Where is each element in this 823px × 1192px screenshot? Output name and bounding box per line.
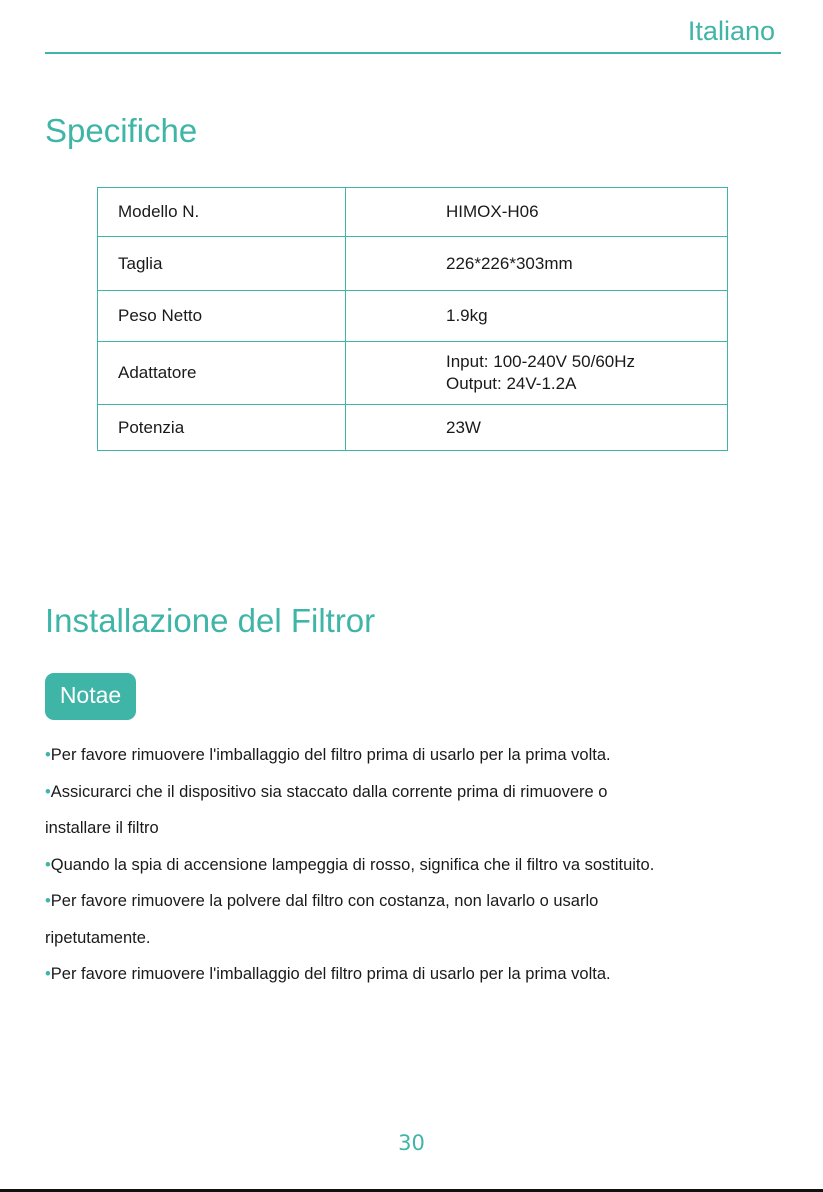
filter-installation-title: Installazione del Filtror: [45, 602, 376, 639]
note-text: Assicurarci che il dispositivo sia staccato dalla corrente prima di rimuovere o: [50, 782, 608, 801]
table-row: [98, 291, 728, 342]
specifications-title: Specifiche: [45, 112, 198, 149]
header-divider: [45, 52, 781, 54]
list-item: [45, 774, 795, 847]
spec-value-model: [346, 188, 728, 237]
bullet-icon: •: [45, 855, 51, 874]
spec-label-adapter: Adattatore: [98, 342, 346, 405]
spec-label-weight: Peso Netto: [98, 291, 346, 342]
list-item: [45, 956, 795, 993]
table-row: [98, 188, 728, 237]
page-number: 30: [398, 1131, 425, 1155]
spec-value-line: 23W: [446, 417, 481, 437]
list-item: [45, 847, 795, 884]
note-text-continuation: installare il filtro: [45, 819, 159, 837]
spec-label-power: Potenzia: [98, 405, 346, 451]
spec-label-model: Modello N.: [98, 188, 346, 237]
list-item: [45, 737, 795, 774]
spec-value-line: Input: 100-240V 50/60Hz: [446, 352, 636, 371]
bullet-icon: •: [45, 965, 51, 983]
spec-value-adapter: [346, 342, 728, 405]
table-row: [98, 342, 728, 405]
bullet-icon: •: [45, 782, 51, 801]
spec-value-weight: [346, 291, 728, 342]
spec-label-size: Taglia: [98, 237, 346, 291]
table-row: [98, 405, 728, 451]
table-row: [98, 237, 728, 291]
spec-value-size: [346, 237, 728, 291]
list-item: [45, 883, 795, 956]
spec-value-power: [346, 405, 728, 451]
note-text: Per favore rimuovere la polvere dal filtro con costanza, non lavarlo o usarlo: [50, 892, 599, 910]
specifications-table: [97, 187, 728, 451]
note-text: Per favore rimuovere l'imballaggio del filtro prima di usarlo per la prima volta.: [50, 746, 611, 764]
bullet-icon: •: [45, 892, 51, 910]
note-text: Per favore rimuovere l'imballaggio del filtro prima di usarlo per la prima volta.: [50, 965, 611, 983]
note-text-continuation: ripetutamente.: [45, 928, 151, 947]
spec-value-line: HIMOX-H06: [446, 202, 539, 221]
note-badge: Notae: [45, 673, 136, 720]
note-text: Quando la spia di accensione lampeggia di rosso, significa che il filtro va sostituito.: [50, 855, 655, 874]
spec-value-line: 1.9kg: [446, 306, 488, 325]
spec-value-line: 226*226*303mm: [446, 253, 573, 273]
spec-value-line: Output: 24V-1.2A: [446, 374, 577, 393]
language-label: Italiano: [687, 16, 775, 46]
bullet-icon: •: [45, 746, 51, 764]
notes-list: [45, 737, 795, 993]
